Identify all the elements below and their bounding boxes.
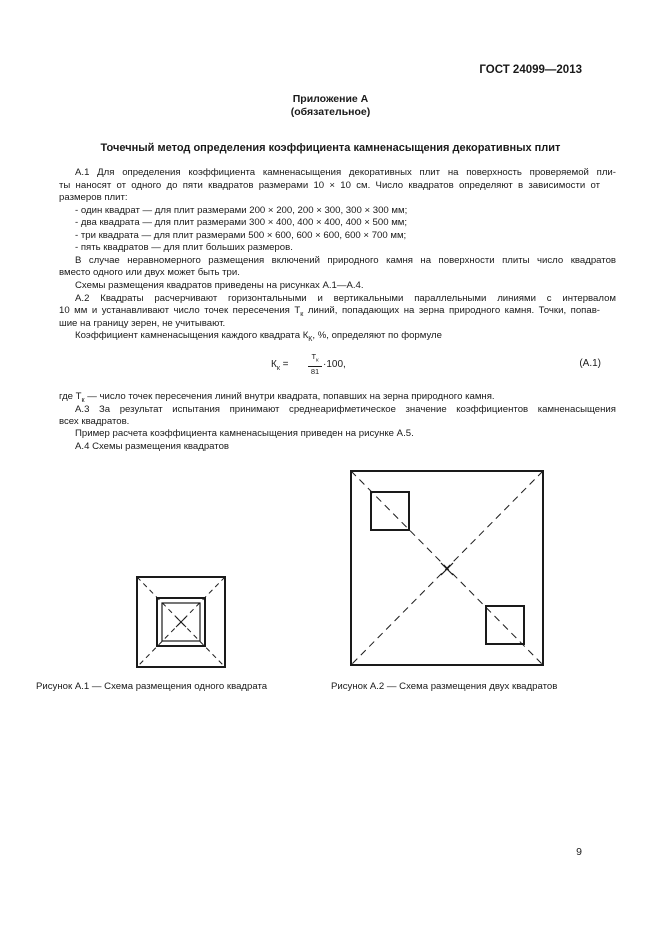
formula-rhs: ·100,: [323, 359, 346, 370]
subscript: к: [276, 365, 280, 372]
text-fragment: 10 мм и устанавливают число точек пересечения T: [59, 305, 301, 316]
list-item: - пять квадратов — для плит больших размеров.: [75, 242, 293, 253]
appendix-status: (обязательное): [290, 106, 371, 118]
paragraph-a1-line3: размеров плит:: [59, 192, 128, 203]
appendix-label: Приложение А: [292, 93, 369, 105]
paragraph-a3-line2: всех квадратов.: [59, 416, 130, 427]
formula-number: (А.1): [579, 358, 601, 369]
paragraph-a4: А.4 Схемы размещения квадратов: [75, 441, 230, 452]
paragraph-example-ref: Пример расчета коэффициента камненасыщения приведен на рисунке А.5.: [75, 428, 414, 439]
figure-a1-diagram: [136, 576, 226, 668]
appendix-heading: [0, 93, 661, 119]
paragraph-a2-line3: шие на границу зерен, не учитывают.: [59, 318, 226, 329]
subscript: к: [316, 357, 319, 364]
text-fragment: линий, попадающих на зерна природного камня. Точки, попав-: [303, 305, 600, 316]
paragraph-uneven-line2: вместо одного или двух может быть три.: [59, 267, 240, 278]
page-number: 9: [576, 846, 582, 858]
text-fragment: , %, определяют по формуле: [312, 330, 442, 341]
paragraph-a1-line2: ты наносят от одного до пяти квадратов размерами 10 × 10 см. Число квадратов определяют в зависимости от: [59, 180, 600, 191]
figure-a2-diagram: [350, 470, 544, 666]
figure-a2-caption: Рисунок А.2 — Схема размещения двух квадратов: [331, 681, 558, 692]
numerator-text: Т: [311, 352, 317, 361]
formula-denominator: 81: [310, 366, 320, 376]
list-item: - два квадрата — для плит размерами 300 × 400, 400 × 400, 400 × 500 мм;: [75, 217, 408, 228]
paragraph-coefficient: [59, 330, 616, 346]
paragraph-a1-line1: А.1 Для определения коэффициента камненасыщения декоративных плит на поверхность проверяемой пли-: [75, 167, 616, 178]
paragraph-schemes-ref: Схемы размещения квадратов приведены на рисунках А.1—А.4.: [75, 280, 364, 291]
text-fragment: где Т: [59, 391, 82, 402]
formula-equals: =: [279, 359, 289, 370]
formula-numerator: [308, 352, 322, 367]
formula-lhs: [271, 359, 289, 372]
corner-square: [486, 606, 524, 644]
paragraph-uneven-line1: В случае неравномерного размещения включений природного камня на поверхности плиты число квадратов: [75, 255, 616, 266]
paragraph-a3-line1: А.3 За результат испытания принимают среднеарифметическое значение коэффициентов камненасыщения: [75, 404, 616, 415]
list-item: - три квадрата — для плит размерами 500 × 600, 600 × 600, 600 × 700 мм;: [75, 230, 407, 241]
section-title: Точечный метод определения коэффициента камненасыщения декоративных плит: [100, 142, 561, 154]
formula-fraction: [308, 352, 322, 376]
subscript: К: [308, 335, 313, 343]
subscript: к: [300, 310, 304, 318]
text-fragment: Коэффициент камненасыщения каждого квадрата К: [75, 330, 309, 341]
text-fragment: — число точек пересечения линий внутри квадрата, попавших на зерна природного камня.: [84, 391, 495, 402]
document-code: ГОСТ 24099—2013: [479, 64, 582, 76]
subscript: к: [81, 396, 85, 404]
figure-a1-caption: Рисунок А.1 — Схема размещения одного квадрата: [36, 681, 268, 692]
formula-k: К: [271, 359, 277, 370]
list-item: - один квадрат — для плит размерами 200 × 200, 200 × 300, 300 × 300 мм;: [75, 205, 408, 216]
paragraph-a2-line1: А.2 Квадраты расчерчивают горизонтальными и вертикальными параллельными линиями с интервалом: [75, 293, 616, 304]
